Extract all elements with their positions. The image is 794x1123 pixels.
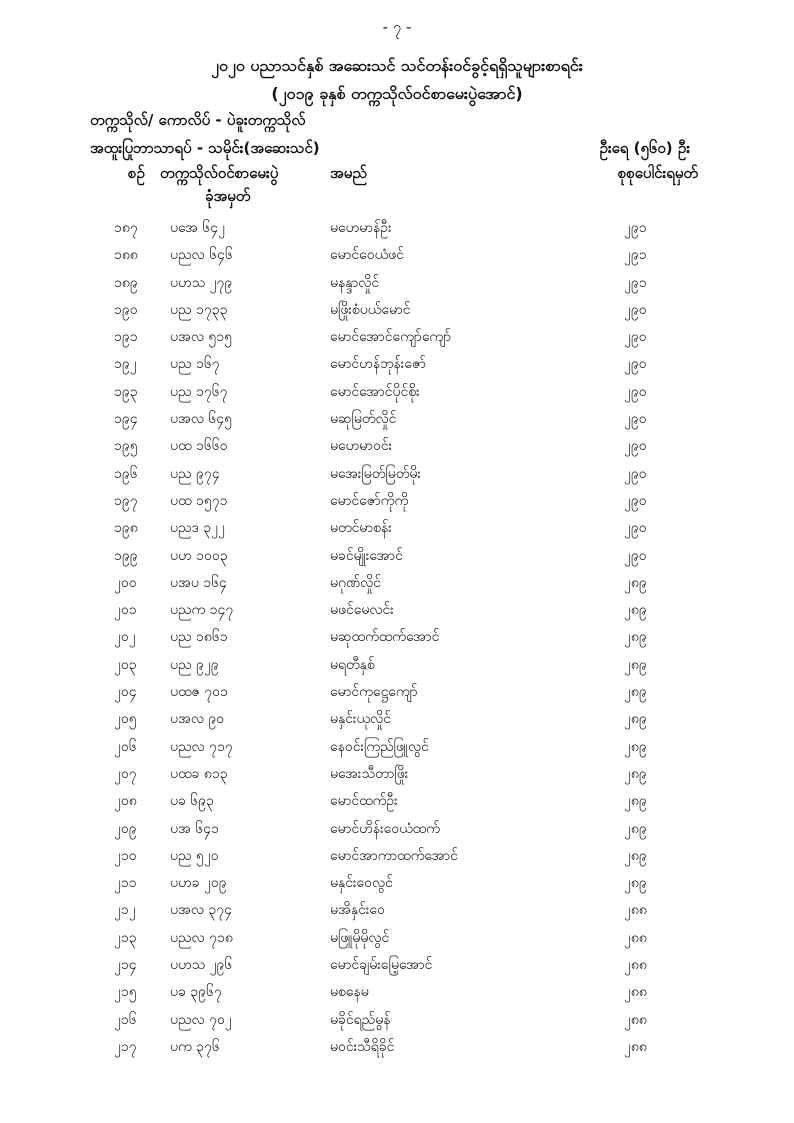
roll-number-cell: ပည ၁၆၇: [170, 356, 220, 373]
serial-cell: ၁၉၉: [114, 547, 138, 564]
count-line: ဦးရေ (၅၆၀) ဦး: [599, 139, 690, 157]
total-marks-cell: ၂၈၉: [624, 629, 647, 646]
table-row: [0, 682, 794, 709]
roll-number-cell: ပထ‌ဇ ၇၀၁: [170, 684, 228, 701]
serial-cell: ၂၁၀: [114, 847, 137, 864]
total-marks-cell: ၂၈၉: [624, 847, 647, 864]
name-cell: မောင်ဟိန်းဝေယံထက်: [330, 820, 440, 837]
name-cell: မောင်ကုဋ္ဌေကျော်: [330, 684, 418, 701]
roll-number-cell: ပထ ၁၅၇၁: [170, 492, 228, 509]
total-marks-cell: ၂၉၁: [624, 220, 647, 236]
table-row: [0, 982, 794, 1009]
name-cell: မဟေမာန်ဦး: [330, 220, 392, 236]
total-marks-cell: ၂၈၈: [624, 1038, 647, 1055]
roll-number-cell: ပအလ ၃၇၄: [170, 902, 233, 919]
header-name: အမည်: [330, 164, 367, 182]
roll-number-cell: ပညက ၁၄၇: [170, 602, 234, 619]
total-marks-cell: ၂၈၈: [624, 902, 647, 919]
roll-number-cell: ပဟခ ၂၀၉: [170, 875, 227, 892]
table-row: [0, 436, 794, 463]
header-total-marks: စုစုပေါင်းရမှတ်: [617, 164, 698, 182]
header-serial: စဉ်: [128, 164, 145, 182]
table-row: [0, 600, 794, 627]
serial-cell: ၂၀၉: [114, 820, 137, 837]
name-cell: မဆုမြတ်လှိုင်: [330, 411, 397, 428]
serial-cell: ၁၉၀: [114, 301, 138, 318]
total-marks-cell: ၂၈၉: [624, 820, 647, 837]
total-marks-cell: ၂၈၉: [624, 656, 647, 673]
total-marks-cell: ၂၉၀: [624, 547, 647, 564]
header-roll-number-line2: ခုံအမှတ်: [205, 187, 251, 205]
table-row: [0, 1010, 794, 1037]
roll-number-cell: ပအပ ၁၆၄: [170, 574, 227, 591]
serial-cell: ၂၀၂: [114, 629, 136, 646]
table-row: [0, 955, 794, 982]
total-marks-cell: ၂၈၉: [624, 875, 647, 892]
table-row: [0, 491, 794, 518]
table-row: [0, 245, 794, 272]
table-row: [0, 655, 794, 682]
roll-number-cell: ပက ၃၇၆: [170, 1038, 220, 1055]
serial-cell: ၁၉၆: [114, 465, 138, 482]
name-cell: မဂုဏ်လှိုင်: [330, 574, 381, 591]
serial-cell: ၁၉၄: [114, 411, 138, 428]
serial-cell: ၂၁၁: [114, 875, 137, 892]
total-marks-cell: ၂၈၉: [624, 793, 647, 810]
name-cell: မောင်အာကာထက်အောင်: [330, 847, 458, 864]
serial-cell: ၁၉၃: [114, 383, 138, 400]
name-cell: မောင်ဟန်ဘုန်းဇော်: [330, 356, 427, 373]
total-marks-cell: ၂၉၀: [624, 492, 647, 509]
name-cell: မစနေမ: [330, 984, 369, 1001]
results-table: [0, 218, 794, 1064]
roll-number-cell: ပညလ ၆၄၆: [170, 247, 233, 264]
roll-number-cell: ပအလ ၅၁၅: [170, 329, 233, 346]
name-cell: မခင်မျိုးအောင်: [330, 547, 403, 564]
name-cell: မခိုင်ရည်မွန်: [330, 1011, 391, 1028]
serial-cell: ၁၈၇: [114, 220, 138, 236]
table-row: [0, 273, 794, 300]
table-row: [0, 819, 794, 846]
roll-number-cell: ပထ ၁၆၆၀: [170, 438, 228, 455]
roll-number-cell: ပဟသ ၂၉၆: [170, 957, 233, 974]
serial-cell: ၂၁၂: [114, 902, 136, 919]
table-row: [0, 218, 794, 245]
serial-cell: ၂၀၈: [114, 793, 137, 810]
total-marks-cell: ၂၈၉: [624, 574, 647, 591]
name-cell: မောင်ဇော်ကိုကို: [330, 492, 409, 509]
total-marks-cell: ၂၉၀: [624, 520, 647, 537]
name-cell: နေဝင်းကြည်ဖြူလွင်: [330, 738, 429, 755]
table-row: [0, 900, 794, 927]
roll-number-cell: ပခ ၃၉၆၇: [170, 984, 222, 1001]
name-cell: မဟေမာဝင်း: [330, 438, 393, 455]
serial-cell: ၂၀၆: [114, 738, 137, 755]
roll-number-cell: ပည ၉၇၄: [170, 465, 220, 482]
program-line: အထူးပြုဘာသာရပ် - သမိုင်း(အဆေးသင်): [90, 139, 320, 157]
table-row: [0, 300, 794, 327]
total-marks-cell: ၂၉၁: [624, 247, 647, 264]
serial-cell: ၁၉၂: [114, 356, 137, 373]
table-row: [0, 764, 794, 791]
total-marks-cell: ၂၈၈: [624, 1011, 647, 1028]
document-title: ၂၀၂၀ ပညာသင်နှစ် အဆေးသင် သင်တန်းဝင်ခွင့်ရရှိသူများစာရင်း: [211, 56, 583, 75]
name-cell: မောင်ဝေယံဖင်: [330, 247, 404, 264]
name-cell: မအေးမြတ်မြတ်မိုး: [330, 465, 421, 482]
serial-cell: ၁၈၈: [114, 247, 138, 264]
university-line: တက္ကသိုလ်/ ကောလိပ် - ပဲခူးတက္ကသိုလ်: [90, 111, 306, 129]
total-marks-cell: ၂၉၀: [624, 465, 647, 482]
name-cell: မောင်အောင်ကျော်ကျော်: [330, 329, 452, 346]
total-marks-cell: ၂၈၉: [624, 738, 647, 755]
roll-number-cell: ပဟ ၁၀၀၃: [170, 547, 228, 564]
name-cell: မောင်ထက်ဦး: [330, 793, 398, 810]
roll-number-cell: ပညလ ၇၁၈: [170, 929, 233, 946]
serial-cell: ၁၈၉: [114, 274, 138, 291]
serial-cell: ၂၁၄: [114, 957, 137, 974]
total-marks-cell: ၂၉၀: [624, 411, 647, 428]
total-marks-cell: ၂၉၀: [624, 383, 647, 400]
table-row: [0, 518, 794, 545]
table-row: [0, 546, 794, 573]
table-row: [0, 573, 794, 600]
roll-number-cell: ပည ၅၂၀: [170, 847, 219, 864]
name-cell: မဖြိုးစံပယ်မောင်: [330, 301, 411, 318]
serial-cell: ၁၉၇: [114, 492, 138, 509]
roll-number-cell: ပအလ ၆၄၅: [170, 411, 233, 428]
serial-cell: ၂၁၇: [114, 1038, 137, 1055]
roll-number-cell: ပဟသ ၂၇၉: [170, 274, 233, 291]
table-row: [0, 873, 794, 900]
total-marks-cell: ၂၉၀: [624, 356, 647, 373]
serial-cell: ၁၉၈: [114, 520, 138, 537]
roll-number-cell: ပည ၁၈၆၁: [170, 629, 228, 646]
total-marks-cell: ၂၈၉: [624, 765, 647, 782]
table-row: [0, 627, 794, 654]
roll-number-cell: ပညလ ၇၀၂: [170, 1011, 232, 1028]
serial-cell: ၁၉၁: [114, 329, 138, 346]
name-cell: မအေးသီတာဖြိုး: [330, 765, 409, 782]
name-cell: မအိနှင်းဝေ: [330, 902, 385, 919]
table-row: [0, 709, 794, 736]
table-row: [0, 737, 794, 764]
total-marks-cell: ၂၉၁: [624, 274, 647, 291]
total-marks-cell: ၂၈၈: [624, 984, 647, 1001]
name-cell: မဆုထက်ထက်အောင်: [330, 629, 440, 646]
total-marks-cell: ၂၈၈: [624, 957, 647, 974]
serial-cell: ၂၀၄: [114, 684, 137, 701]
name-cell: မနှင်းယုလှိုင်: [330, 711, 392, 728]
name-cell: မနန္ဒာလှိုင်: [330, 274, 380, 291]
roll-number-cell: ပည ၁၇၆၇: [170, 383, 228, 400]
document-subtitle: (၂၀၁၉ ခုနှစ် တက္ကသိုလ်ဝင်စာမေးပွဲအောင်): [271, 84, 523, 103]
table-row: [0, 846, 794, 873]
table-row: [0, 327, 794, 354]
total-marks-cell: ၂၉၀: [624, 438, 647, 455]
serial-cell: ၂၀၁: [114, 602, 137, 619]
table-row: [0, 464, 794, 491]
table-row: [0, 791, 794, 818]
roll-number-cell: ပခ ၆၉၃: [170, 793, 214, 810]
roll-number-cell: ပညဒ ၃၂၂: [170, 520, 225, 537]
table-row: [0, 354, 794, 381]
name-cell: မဖင်မေလင်း: [330, 602, 394, 619]
header-roll-number: တက္ကသိုလ်ဝင်စာမေးပွဲ: [160, 164, 279, 182]
total-marks-cell: ၂၉၀: [624, 301, 647, 318]
serial-cell: ၂၁၅: [114, 984, 137, 1001]
page-number: - ၇ -: [382, 18, 412, 36]
serial-cell: ၂၁၃: [114, 929, 137, 946]
serial-cell: ၁၉၅: [114, 438, 138, 455]
table-row: [0, 382, 794, 409]
roll-number-cell: ပအေ ၆၄၂: [170, 220, 225, 236]
serial-cell: ၂၀၃: [114, 656, 137, 673]
table-row: [0, 409, 794, 436]
roll-number-cell: ပညလ ၇၁၇: [170, 738, 233, 755]
serial-cell: ၂၁၆: [114, 1011, 137, 1028]
roll-number-cell: ပအ ၆၄၁: [170, 820, 219, 837]
total-marks-cell: ၂၈၉: [624, 602, 647, 619]
roll-number-cell: ပအလ ၉၀: [170, 711, 225, 728]
name-cell: မဖြူမိုမိုလွင်: [330, 929, 390, 946]
table-row: [0, 928, 794, 955]
roll-number-cell: ပထခ ၈၁၃: [170, 765, 228, 782]
total-marks-cell: ၂၈၉: [624, 711, 647, 728]
roll-number-cell: ပည ၁၇၃၃: [170, 301, 228, 318]
name-cell: မရတီနှစ်: [330, 656, 375, 673]
name-cell: မောင်ချမ်းမြေ့အောင်: [330, 957, 433, 974]
total-marks-cell: ၂၈၈: [624, 929, 647, 946]
table-row: [0, 1037, 794, 1064]
total-marks-cell: ၂၈၉: [624, 684, 647, 701]
serial-cell: ၂၀၅: [114, 711, 137, 728]
roll-number-cell: ပည ၉၂၉: [170, 656, 219, 673]
name-cell: မတင်မာစန်း: [330, 520, 392, 537]
serial-cell: ၂၀၇: [114, 765, 137, 782]
name-cell: မောင်အောင်ပိုင်စိုး: [330, 383, 420, 400]
total-marks-cell: ၂၉၀: [624, 329, 647, 346]
serial-cell: ၂၀၀: [114, 574, 137, 591]
name-cell: မနှင်းဝေလွင်: [330, 875, 393, 892]
name-cell: မဝင်းသီရိခိုင်: [330, 1038, 395, 1055]
